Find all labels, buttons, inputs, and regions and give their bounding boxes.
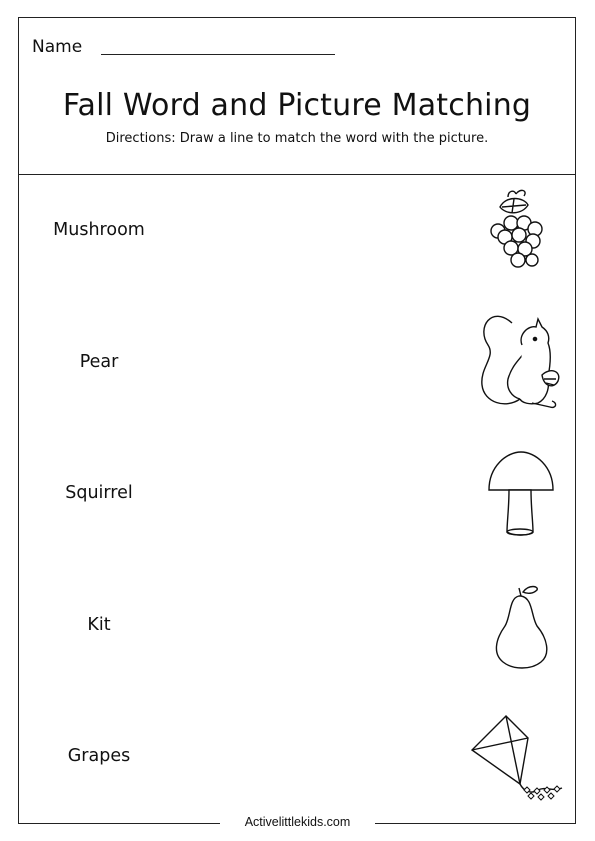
footer-source: Activelittlekids.com — [244, 815, 351, 829]
grapes-icon — [478, 185, 553, 277]
word-kit: Kit — [87, 615, 111, 635]
pear-icon — [491, 582, 551, 670]
word-mushroom: Mushroom — [53, 220, 145, 240]
mushroom-icon — [485, 448, 557, 540]
kite-icon — [468, 712, 572, 804]
squirrel-icon — [472, 305, 567, 417]
word-pear: Pear — [79, 352, 119, 372]
name-field-line[interactable] — [101, 54, 335, 55]
word-squirrel: Squirrel — [65, 483, 133, 503]
page-title: Fall Word and Picture Matching — [62, 88, 532, 123]
worksheet-frame — [18, 17, 576, 824]
directions-text: Directions: Draw a line to match the word with the picture. — [105, 131, 489, 146]
name-label: Name — [32, 37, 83, 57]
word-grapes: Grapes — [67, 746, 131, 766]
worksheet-header — [19, 18, 575, 175]
